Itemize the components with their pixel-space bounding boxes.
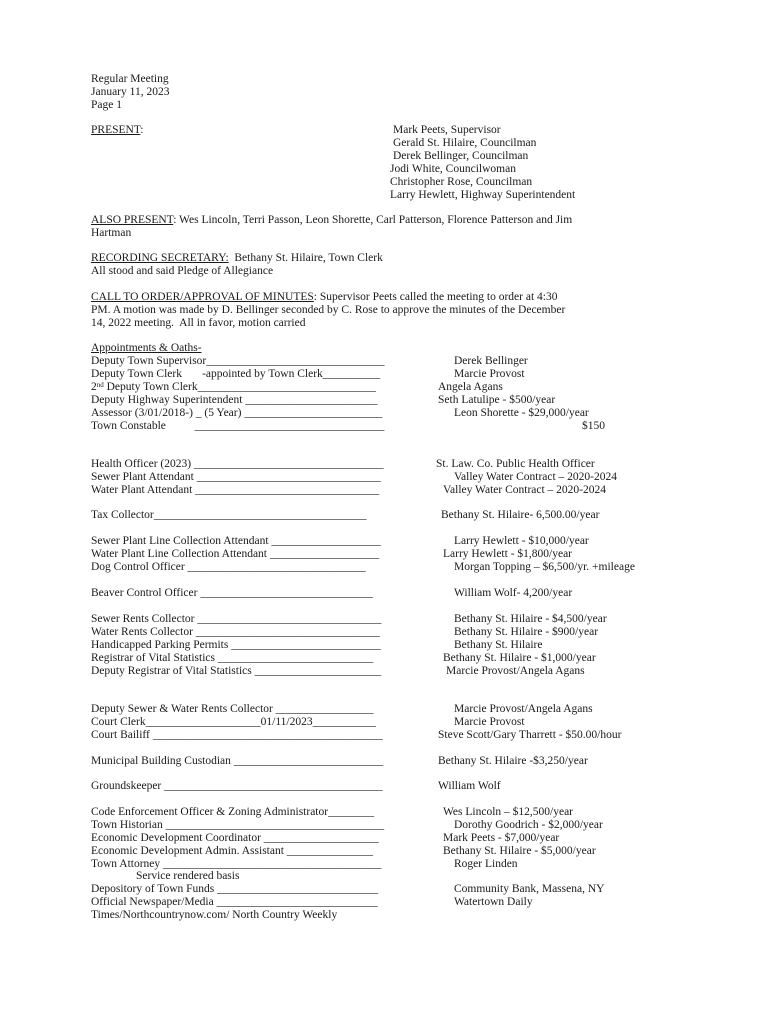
appointment-assignee: Wes Lincoln – $12,500/year — [443, 806, 574, 818]
appointment-assignee: Morgan Topping – $6,500/yr. +mileage — [454, 561, 635, 573]
present-colon: : — [140, 124, 144, 136]
appointment-position: Water Plant Line Collection Attendant ___________________ — [91, 548, 380, 560]
appointment-position: Groundskeeper ______________________________________ — [91, 780, 383, 792]
call-to-order-line — [91, 291, 557, 304]
recording-secretary-name: Bethany St. Hilaire, Town Clerk — [228, 252, 383, 264]
present-member: Derek Bellinger, Councilman — [393, 150, 529, 162]
appointment-position: Registrar of Vital Statistics ___________________________ — [91, 652, 374, 664]
page-number: Page 1 — [91, 99, 122, 111]
appointment-position: Court Bailiff ________________________________________ — [91, 729, 383, 741]
appointment-assignee: Bethany St. Hilaire - $900/year — [454, 626, 599, 638]
appointment-position: Municipal Building Custodian __________________________ — [91, 755, 384, 767]
call-to-order-text: 14, 2022 meeting. All in favor, motion carried — [91, 317, 306, 329]
appointment-assignee: Valley Water Contract – 2020-2024 — [443, 484, 607, 496]
appointment-position: Beaver Control Officer ______________________________ — [91, 587, 373, 599]
appointment-position: Town Historian ______________________________________ — [91, 819, 385, 831]
present-member: Jodi White, Councilwoman — [390, 163, 516, 175]
appointment-position: Deputy Highway Superintendent _______________________ — [91, 394, 378, 406]
appointment-assignee: Bethany St. Hilaire- 6,500.00/year — [441, 509, 600, 521]
appointment-assignee: William Wolf- 4,200/year — [454, 587, 573, 599]
appointment-position: Economic Development Coordinator ____________________ — [91, 832, 379, 844]
present-member: Mark Peets, Supervisor — [393, 124, 501, 136]
appointment-position: Court Clerk____________________01/11/2023___________ — [91, 716, 376, 728]
newspaper-continuation: Times/Northcountrynow.com/ North Country Weekly — [91, 909, 338, 921]
appointment-assignee: Dorothy Goodrich - $2,000/year — [454, 819, 603, 831]
appointment-position: Handicapped Parking Permits __________________________ — [91, 639, 381, 651]
appointment-position: Deputy Registrar of Vital Statistics ______________________ — [91, 665, 382, 677]
appointment-position: Town Attorney ______________________________________ — [91, 858, 382, 870]
present-member: Gerald St. Hilaire, Councilman — [393, 137, 537, 149]
appointment-position: Assessor (3/01/2018-) _ (5 Year) ________________________ — [91, 407, 383, 419]
appointment-assignee: Mark Peets - $7,000/year — [443, 832, 560, 844]
appointment-assignee: Marcie Provost/Angela Agans — [454, 703, 593, 715]
appointment-assignee: Bethany St. Hilaire - $4,500/year — [454, 613, 607, 625]
call-to-order-text: : Supervisor Peets called the meeting to order at 4:30 — [313, 291, 558, 303]
appointment-assignee: Bethany St. Hilaire - $1,000/year — [443, 652, 596, 664]
appointment-assignee: Seth Latulipe - $500/year — [438, 394, 556, 406]
appointment-position: Water Rents Collector ________________________________ — [91, 626, 380, 638]
also-present-line — [91, 214, 572, 227]
appointment-assignee: Derek Bellinger — [454, 355, 528, 367]
appointment-position: Health Officer (2023) _________________________________ — [91, 458, 384, 470]
appointment-assignee: Community Bank, Massena, NY — [454, 883, 605, 895]
appointment-assignee: Valley Water Contract – 2020-2024 — [454, 471, 618, 483]
pledge-text: All stood and said Pledge of Allegiance — [91, 265, 274, 277]
appointment-assignee: Larry Hewlett - $10,000/year — [454, 535, 589, 547]
appointment-position: Code Enforcement Officer & Zoning Administrator________ — [91, 806, 375, 818]
appointment-position: Sewer Plant Line Collection Attendant ___________________ — [91, 535, 381, 547]
appointment-assignee: Marcie Provost — [454, 368, 525, 380]
also-present-label: ALSO PRESENT — [91, 214, 174, 226]
appointment-assignee: Larry Hewlett - $1,800/year — [443, 548, 573, 560]
appointment-assignee: Bethany St. Hilaire -$3,250/year — [438, 755, 588, 767]
present-member: Larry Hewlett, Highway Superintendent — [390, 189, 576, 201]
meeting-type: Regular Meeting — [91, 73, 169, 85]
appointment-position: Deputy Town Supervisor_______________________________ — [91, 355, 385, 367]
appointment-assignee: Marcie Provost — [454, 716, 525, 728]
appointment-position: Official Newspaper/Media ____________________________ — [91, 896, 378, 908]
appointment-assignee: Watertown Daily — [454, 896, 533, 908]
appointment-assignee: Steve Scott/Gary Tharrett - $50.00/hour — [438, 729, 622, 741]
ordinal-suffix: nd — [96, 381, 104, 389]
call-to-order-text: PM. A motion was made by D. Bellinger seconded by C. Rose to approve the minutes of the December — [91, 304, 566, 316]
appointment-position: Sewer Rents Collector ________________________________ — [91, 613, 382, 625]
present-label: PRESENT — [91, 124, 141, 136]
appointment-position: Town Constable _________________________________ — [91, 420, 385, 432]
recording-secretary-line — [91, 252, 383, 265]
present-member: Christopher Rose, Councilman — [390, 176, 533, 188]
appointment-position: Water Plant Attendant ________________________________ — [91, 484, 380, 496]
appointment-assignee: Bethany St. Hilaire — [454, 639, 543, 651]
appointment-assignee: Bethany St. Hilaire - $5,000/year — [443, 845, 596, 857]
position-text: Deputy Town Clerk_______________________________ — [103, 381, 376, 393]
appointment-position: Deputy Town Clerk -appointed by Town Clerk__________ — [91, 368, 381, 380]
appointment-position: Tax Collector_____________________________________ — [91, 509, 367, 521]
appointment-assignee: Leon Shorette - $29,000/year — [454, 407, 589, 419]
appointment-position: Deputy Sewer & Water Rents Collector _________________ — [91, 703, 374, 715]
attorney-note: Service rendered basis — [136, 870, 240, 882]
appointment-assignee: William Wolf — [438, 780, 501, 792]
appointment-position: Depository of Town Funds ____________________________ — [91, 883, 379, 895]
meeting-date: January 11, 2023 — [91, 86, 170, 98]
appointments-heading: Appointments & Oaths- — [91, 342, 202, 354]
present-heading — [91, 124, 143, 137]
appointment-position: Dog Control Officer _______________________________ — [91, 561, 366, 573]
recording-secretary-label: RECORDING SECRETARY: — [91, 252, 229, 264]
appointment-position — [91, 381, 376, 394]
call-to-order-label: CALL TO ORDER/APPROVAL OF MINUTES — [91, 291, 314, 303]
also-present-names: : Wes Lincoln, Terri Passon, Leon Shorette, Carl Patterson, Florence Patterson and Jim — [173, 214, 573, 226]
appointment-assignee: St. Law. Co. Public Health Officer — [436, 458, 595, 470]
appointment-position: Sewer Plant Attendant ________________________________ — [91, 471, 381, 483]
also-present-cont: Hartman — [91, 227, 132, 239]
appointment-assignee: Angela Agans — [438, 381, 503, 393]
appointment-assignee: $150 — [582, 420, 605, 432]
appointment-assignee: Roger Linden — [454, 858, 518, 870]
appointment-assignee: Marcie Provost/Angela Agans — [446, 665, 585, 677]
appointment-position: Economic Development Admin. Assistant _______________ — [91, 845, 374, 857]
ordinal-number: 2 — [91, 381, 97, 393]
